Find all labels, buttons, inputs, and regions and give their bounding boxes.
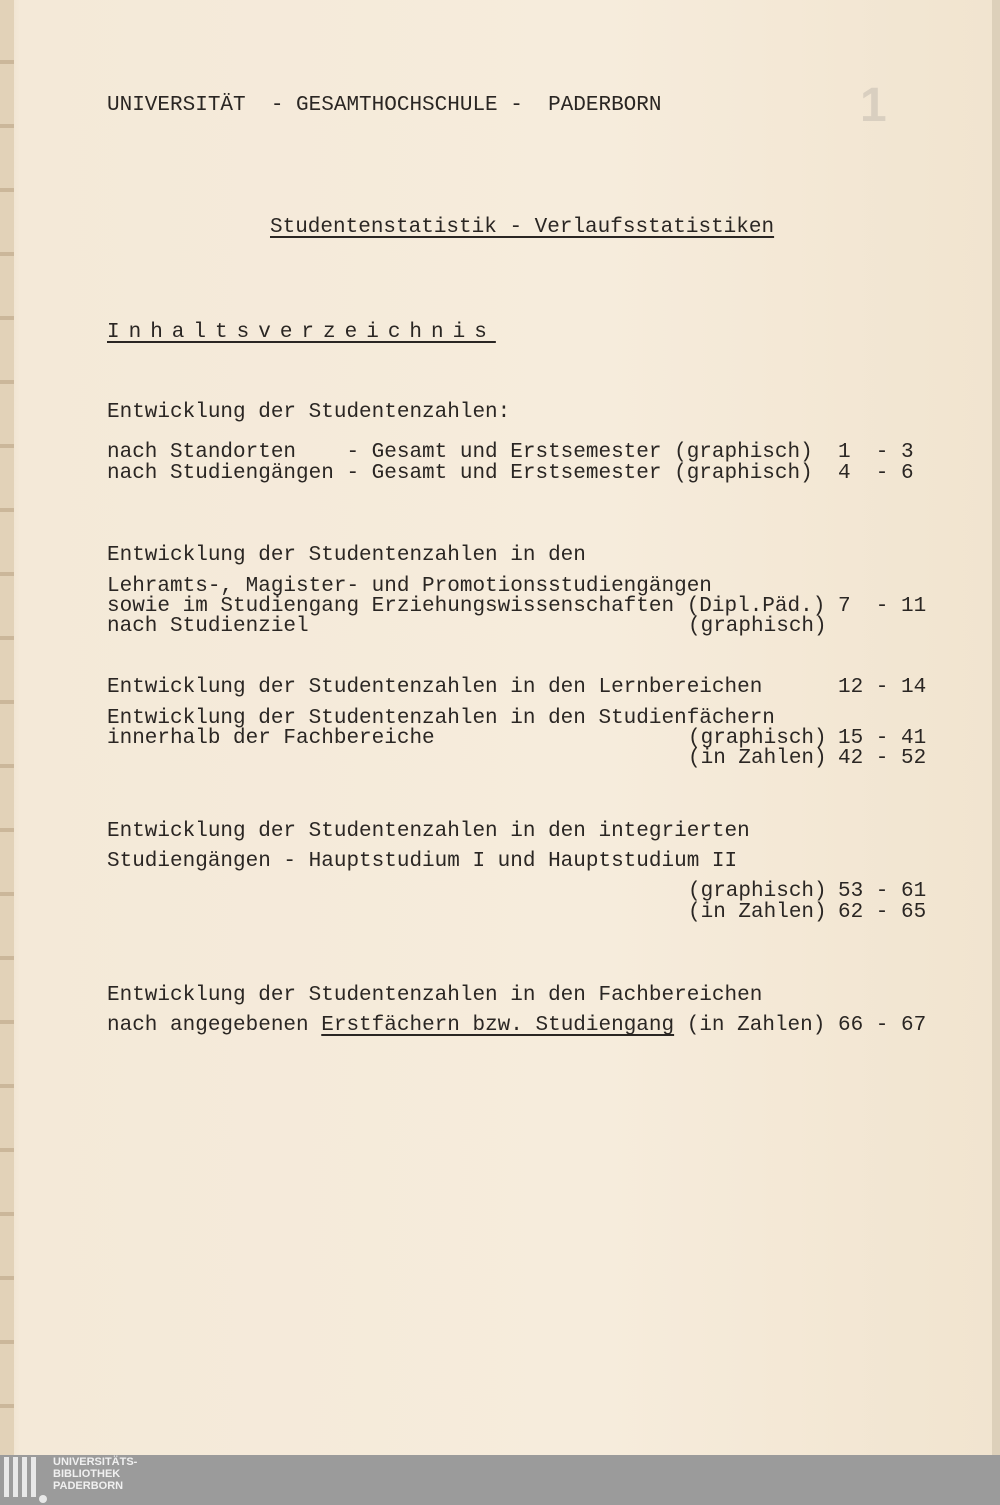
toc-section: Entwicklung der Studentenzahlen: [107, 401, 511, 424]
toc-pages: 4 - 6 [838, 462, 914, 485]
logo-line: BIBLIOTHEK [53, 1468, 121, 1480]
toc-pages: 42 - 52 [838, 747, 927, 770]
toc-entry: nach Studiengängen - Gesamt und Erstsemester (graphisch) [107, 462, 813, 485]
toc-note: (graphisch) [688, 880, 827, 903]
toc-entry: Entwicklung der Studentenzahlen in den Lernbereichen [107, 676, 763, 699]
toc-note: (graphisch) [688, 615, 827, 638]
toc-entry: sowie im Studiengang Erziehungswissenschaften (Dipl.Päd.) [107, 595, 826, 618]
toc-section: Entwicklung der Studentenzahlen in den integrierten [107, 820, 750, 843]
toc-pages: 1 - 3 [838, 441, 914, 464]
library-logo-icon [4, 1457, 40, 1502]
toc-entry [107, 1015, 825, 1037]
library-footer [0, 1455, 1000, 1505]
toc-entry-part: (in Zahlen) [674, 1014, 826, 1037]
toc-note: (graphisch) [688, 727, 827, 750]
toc-pages: 7 - 11 [838, 595, 927, 618]
toc-entry-part: nach angegebenen [107, 1014, 322, 1037]
institution-header: UNIVERSITÄT - GESAMTHOCHSCHULE - PADERBORN [107, 94, 662, 117]
page-number: 1 [860, 79, 887, 132]
toc-entry: innerhalb der Fachbereiche [107, 727, 435, 750]
toc-entry: nach Studienziel [107, 615, 309, 638]
logo-dot [39, 1495, 47, 1503]
page-edge [992, 0, 1000, 1455]
binding-edge [0, 0, 14, 1455]
toc-entry: Lehramts-, Magister- und Promotionsstudiengängen [107, 575, 712, 598]
document-title: Studentenstatistik - Verlaufsstatistiken [270, 216, 775, 239]
toc-section: Entwicklung der Studentenzahlen in den [107, 544, 586, 567]
toc-note: (in Zahlen) [688, 901, 827, 924]
toc-note: (in Zahlen) [688, 747, 827, 770]
logo-line: UNIVERSITÄTS- [53, 1456, 138, 1468]
library-logo-text [53, 1456, 137, 1492]
toc-pages: 15 - 41 [838, 727, 927, 750]
toc-entry: Entwicklung der Studentenzahlen in den Studienfächern [107, 707, 775, 730]
toc-pages: 62 - 65 [838, 901, 927, 924]
toc-pages: 66 - 67 [838, 1014, 927, 1037]
toc-entry-underlined: Erstfächern bzw. Studiengang [321, 1014, 675, 1037]
toc-entry: Studiengängen - Hauptstudium I und Hauptstudium II [107, 850, 738, 873]
toc-heading: Inhaltsverzeichnis [107, 321, 496, 344]
toc-section: Entwicklung der Studentenzahlen in den Fachbereichen [107, 984, 763, 1007]
toc-pages: 53 - 61 [838, 880, 927, 903]
toc-entry: nach Standorten - Gesamt und Erstsemester (graphisch) [107, 441, 813, 464]
toc-pages: 12 - 14 [838, 676, 927, 699]
logo-line: PADERBORN [53, 1480, 124, 1492]
